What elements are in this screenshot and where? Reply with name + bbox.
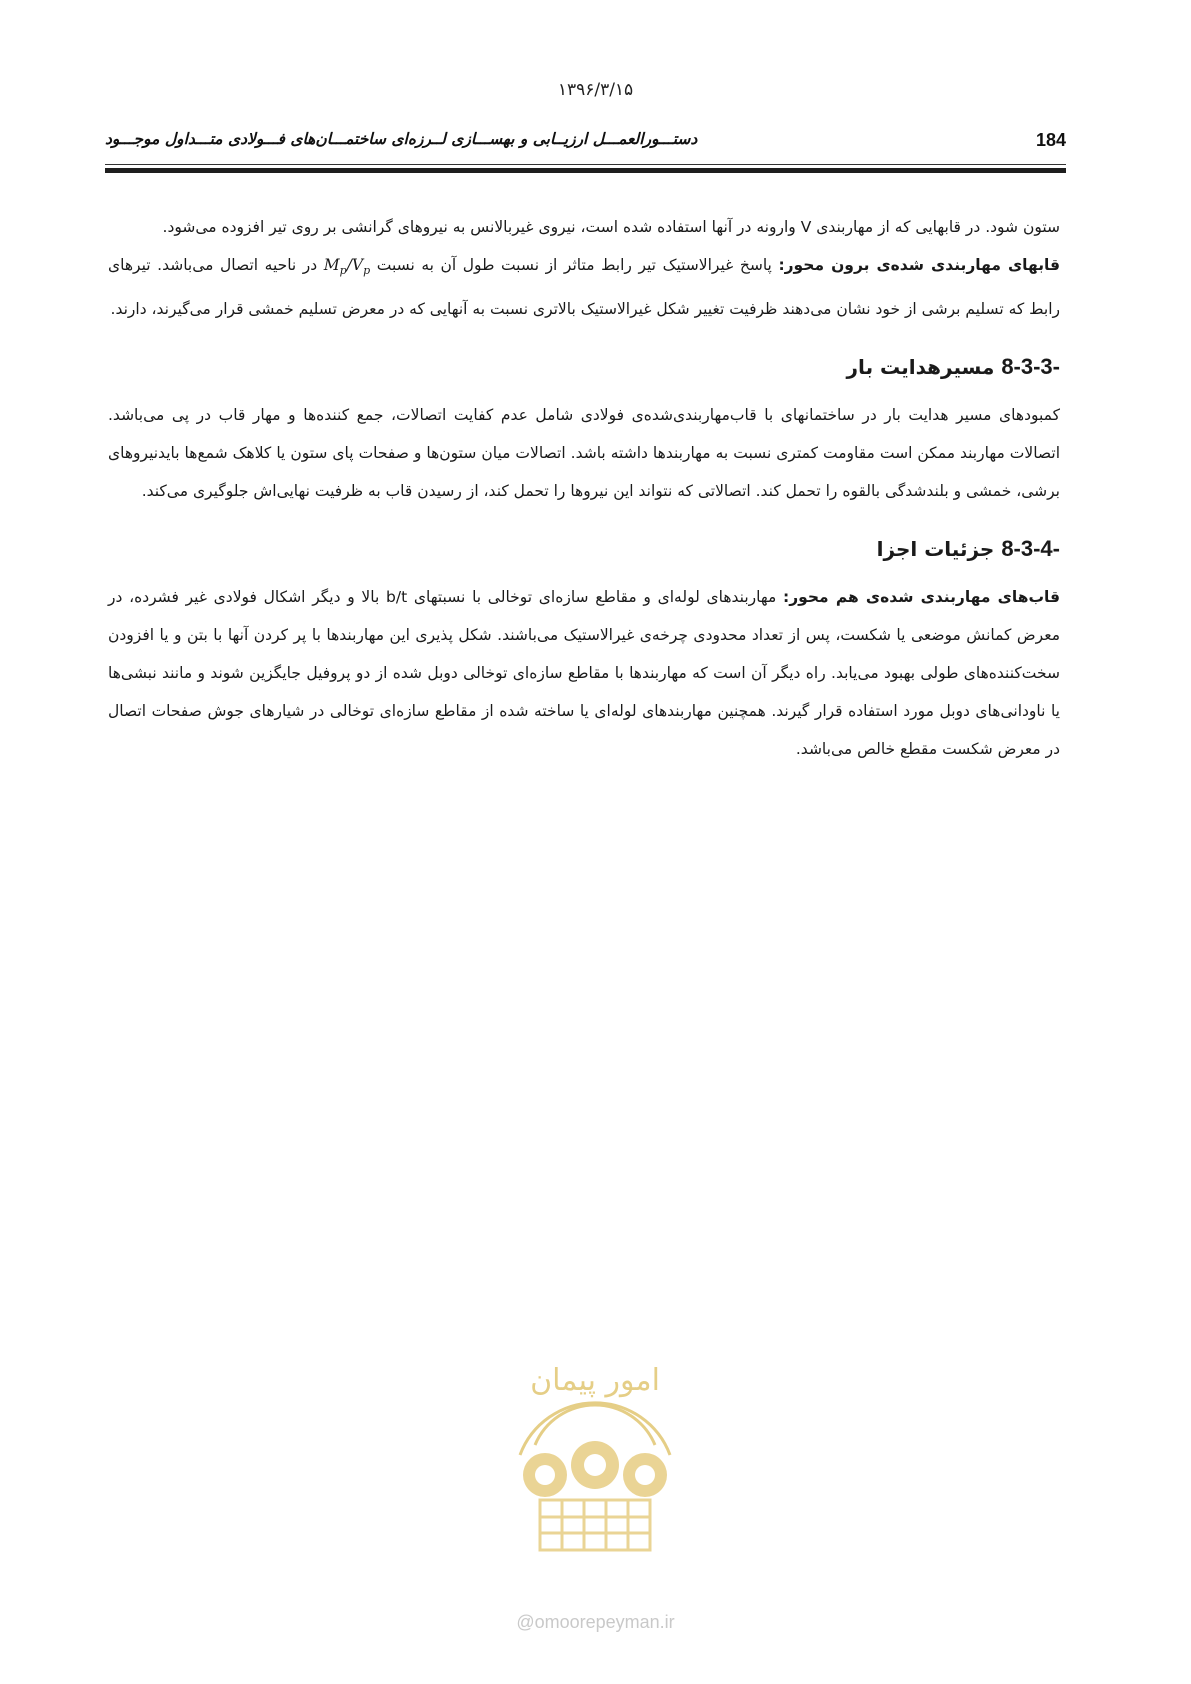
print-date: ۱۳۹۶/۳/۱۵ — [557, 80, 634, 100]
paragraph-lead: قابهای مهاربندی شده‌ی برون محور: — [778, 256, 1060, 274]
math-symbol: M — [323, 256, 340, 274]
math-ratio — [323, 256, 371, 278]
logo-arc-inner — [535, 1405, 655, 1445]
paragraph-text: در ناحیه اتصال می‌باشد. تیرهای رابط که تسلیم برشی از خود نشان می‌دهند ظرفیت تغییر شکل غیرالاستیک بالاتری نسبت به آنهایی که در معرض تسلیم خمشی قرار می‌گیرند، دارند. — [108, 256, 1060, 319]
math-subscript: p — [339, 264, 347, 278]
paragraph-text: مهاربندهای لوله‌ای و مقاطع سازه‌ای توخالی با نسبتهای b/t بالا و دیگر اشکال فولادی غیر فشرده، در معرض کمانش موضعی یا شکست، پس از تعداد محدودی چرخه‌ی غیرالاستیک می‌باشند. شکل پذیری این مهاربندها با پر کردن آنها با بتن و یا افزودن سخت‌کننده‌های طولی بهبود می‌یابد. راه دیگر آن است که مهاربندها با مقاطع سازه‌ای توخالی دوبل شده از دو پروفیل جایگزین شوند و مانند نبشی‌ها یا ناودانی‌های دوبل مورد استفاده قرار گیرند. همچنین مهاربندهای لوله‌ای یا ساخته شده از مقاطع سازه‌ای توخالی در شیارهای جوش صفحات اتصال در معرض شکست مقطع خالص می‌باشد. — [108, 588, 1060, 759]
math-symbol: V — [351, 256, 364, 274]
section-heading-component-details — [108, 536, 1060, 562]
math-symbol: / — [346, 256, 352, 274]
running-title: دستـــورالعمـــل ارزیــابی و بهســـازی لــرزه‌ای ساختمـــان‌های فـــولادی متـــداول موجـــود — [105, 130, 698, 148]
section-title: جزئیات اجزا — [876, 537, 1002, 562]
paragraph-lead: قاب‌های مهاربندی شده‌ی هم محور: — [783, 588, 1060, 607]
watermark-logo — [490, 1305, 700, 1565]
math-subscript: p — [363, 264, 371, 278]
header-rule-thick — [105, 168, 1066, 173]
section-heading-load-path — [108, 354, 1060, 380]
paragraph-inverted-v: ستون شود. در قابهایی که از مهاربندی V وارونه در آنها استفاده شده است، نیروی غیربالانس به نیروهای گرانشی بر روی تیر افزوده می‌شود. — [162, 218, 1060, 236]
watermark-site: @omoorepeyman.ir — [516, 1612, 675, 1632]
grid-icon — [540, 1500, 650, 1550]
body-content — [108, 208, 1060, 768]
paragraph-text: پاسخ غیرالاستیک تیر رابط متاثر از نسبت طول آن به نسبت — [370, 256, 779, 274]
page-number: 184 — [1035, 130, 1066, 150]
section-title: مسیرهدایت بار — [846, 355, 1002, 380]
section-number: 8-3-3- — [1001, 354, 1060, 380]
paragraph-concentric-braced — [108, 578, 1060, 768]
paragraph-eccentric-braced — [108, 246, 1060, 328]
page-header — [105, 128, 1066, 158]
header-rule-thin — [105, 164, 1066, 165]
section-number: 8-3-4- — [1001, 536, 1060, 562]
paragraph-load-path: کمبودهای مسیر هدایت بار در ساختمانهای با قاب‌مهاربندی‌شده‌ی فولادی شامل عدم کفایت اتصالات، جمع کننده‌ها و مهار قاب در پی می‌باشد. اتصالات مهاربند ممکن است مقاومت کمتری نسبت به مهاربندها داشته باشد. اتصالات میان ستون‌ها و صفحات پای ستون یا کلاهک شمع‌ها بایدنیروهای برشی، خمشی و بلندشدگی بالقوه را تحمل کند. اتصالاتی که نتواند این نیروها را تحمل کند، از رسیدن قاب به ظرفیت نهایی‌اش جلوگیری می‌کند. — [108, 406, 1060, 501]
logo-text: امور پیمان — [530, 1363, 660, 1398]
